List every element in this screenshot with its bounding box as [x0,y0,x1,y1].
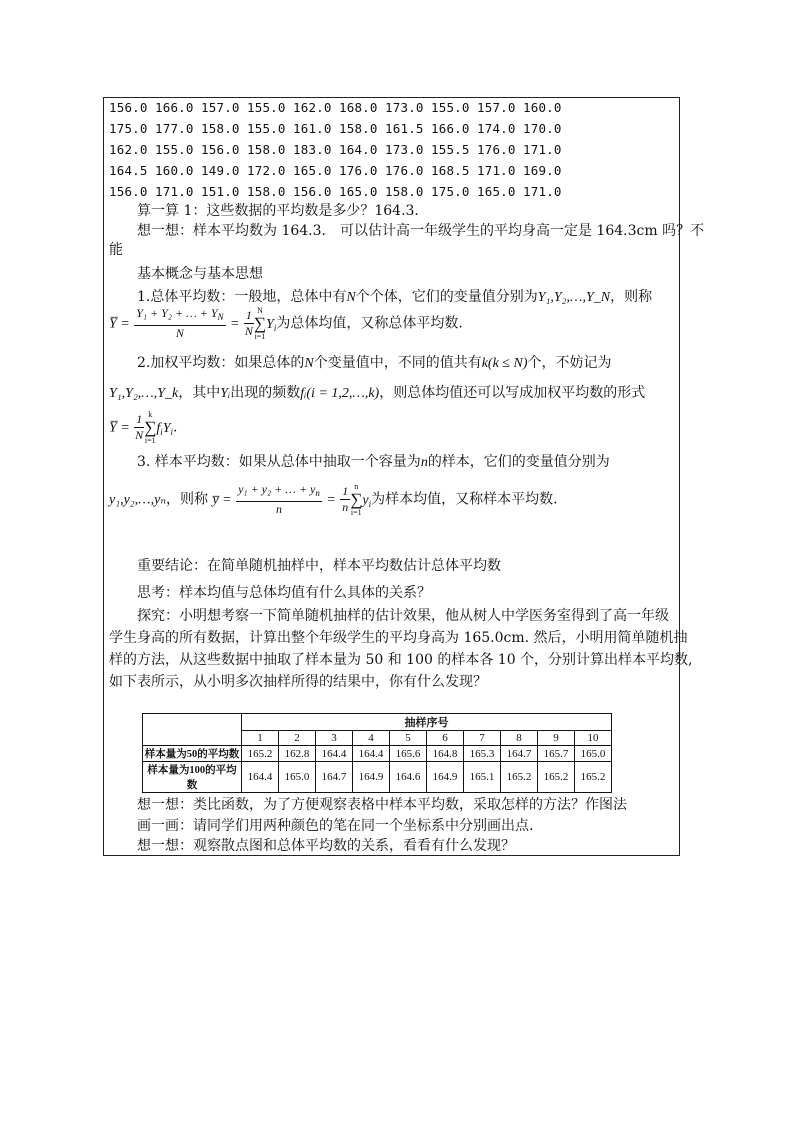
index-cell: 6 [427,731,464,746]
table-corner [143,714,242,746]
table-row [143,762,612,793]
explore-line-2: 学生身高的所有数据，计算出整个年级学生的平均身高为 165.0cm. 然后，小明用简单随机抽 [109,630,688,646]
data-cell: 172.0 [247,163,286,178]
def3-formula: y₁,y₂,…,yₙ，则称 y̅ = $\frac{y_1 + y_2 + \dots + y_n}{n}$ = $\frac{1}{n}$ n ∑ $i=1y_i$为样本均值，又称样本平均数. [109,482,558,517]
explore-line-1: 探究：小明想考察一下简单随机抽样的估计效果，他从树人中学医务室得到了高一年级 [137,608,669,624]
data-cell: 162.0 [109,142,148,157]
row-label: 样本量为50的平均数 [143,746,242,762]
data-cell: 158.0 [385,184,424,199]
index-cell: 9 [538,731,575,746]
data-cell: 169.0 [523,163,562,178]
value-cell: 165.0 [279,762,316,793]
data-cell: 158.0 [201,121,240,136]
data-cell: 173.0 [385,142,424,157]
value-cell: 164.7 [316,762,353,793]
value-cell: 162.8 [279,746,316,762]
data-cell: 176.0 [477,142,516,157]
data-cell: 177.0 [155,121,194,136]
data-cell: 168.5 [431,163,470,178]
explore-line-3: 样的方法，从这些数据中抽取了样本量为 50 和 100 的样本各 10 个，分别计算出样本平均数, [109,652,693,668]
value-cell: 165.3 [464,746,501,762]
data-cell: 155.0 [431,100,470,115]
data-cell: 170.0 [523,121,562,136]
data-cell: 174.0 [477,121,516,136]
value-cell: 164.6 [390,762,427,793]
concepts-heading: 基本概念与基本思想 [137,266,263,282]
data-cell: 168.0 [339,100,378,115]
data-cell: 161.5 [385,121,424,136]
data-cell: 155.0 [247,121,286,136]
data-cell: 156.0 [109,100,148,115]
value-cell: 165.0 [575,746,612,762]
value-cell: 164.9 [353,762,390,793]
table-header: 抽样序号 [242,714,612,731]
data-cell: 164.5 [109,163,148,178]
data-cell: 171.0 [523,184,562,199]
data-cell: 158.0 [247,184,286,199]
value-cell: 164.4 [353,746,390,762]
data-cell: 160.0 [523,100,562,115]
data-cell: 183.0 [293,142,332,157]
data-cell: 171.0 [523,142,562,157]
draw-task: 画一画：请同学们用两种颜色的笔在同一个坐标系中分别画出点. [137,818,534,834]
think-question-2: 想一想：类比函数，为了方便观察表格中样本平均数，采取怎样的方法？作图法 [137,797,627,813]
data-row [109,182,674,202]
data-row [109,98,674,118]
data-cell: 165.0 [477,184,516,199]
key-conclusion: 重要结论：在简单随机抽样中，样本平均数估计总体平均数 [137,558,501,574]
data-cell: 162.0 [293,100,332,115]
value-cell: 165.7 [538,746,575,762]
index-cell: 2 [279,731,316,746]
def1-line: 1.总体平均数：一般地，总体中有N个个体，它们的变量值分别为Y₁,Y₂,…,Y_N，则称 [137,289,653,305]
data-cell: 149.0 [201,163,240,178]
index-cell: 4 [353,731,390,746]
table-row [143,746,612,762]
data-cell: 156.0 [293,184,332,199]
data-cell: 156.0 [109,184,148,199]
value-cell: 164.4 [316,746,353,762]
value-cell: 164.8 [427,746,464,762]
value-cell: 164.4 [242,762,279,793]
index-cell: 5 [390,731,427,746]
index-cell: 1 [242,731,279,746]
data-row [109,119,674,139]
think-question-3: 想一想：观察散点图和总体平均数的关系，看看有什么发现？ [137,838,515,854]
index-cell: 10 [575,731,612,746]
index-cell: 3 [316,731,353,746]
value-cell: 165.2 [501,762,538,793]
data-cell: 165.0 [339,184,378,199]
data-cell: 161.0 [293,121,332,136]
data-cell: 160.0 [155,163,194,178]
data-cell: 155.5 [431,142,470,157]
think-question-1-cont: 能 [109,242,123,258]
index-cell: 8 [501,731,538,746]
value-cell: 165.6 [390,746,427,762]
data-cell: 158.0 [247,142,286,157]
data-cell: 176.0 [339,163,378,178]
data-cell: 158.0 [339,121,378,136]
def2-line: 2.加权平均数：如果总体的N个变量值中，不同的值共有k(k ≤ N)个，不妨记为 [137,355,612,371]
data-row [109,140,674,160]
ponder-question: 思考：样本均值与总体均值有什么具体的关系？ [137,585,431,601]
def2-line-2: Y₁,Y₂,…,Y_k，其中Yᵢ出现的频数fᵢ(i = 1,2,…,k)，则总体均值还可以写成加权平均数的形式 [109,385,646,401]
data-cell: 171.0 [477,163,516,178]
data-cell: 166.0 [155,100,194,115]
value-cell: 164.9 [427,762,464,793]
data-cell: 155.0 [247,100,286,115]
data-row [109,161,674,181]
data-cell: 155.0 [155,142,194,157]
data-cell: 165.0 [293,163,332,178]
def3-line: 3. 样本平均数：如果从总体中抽取一个容量为n的样本，它们的变量值分别为 [137,454,610,470]
think-question-1: 想一想：样本平均数为 164.3． 可以估计高一年级学生的平均身高一定是 164.3cm 吗？不 [137,223,705,239]
row-label: 样本量为100的平均数 [143,762,242,793]
data-cell: 166.0 [431,121,470,136]
data-cell: 173.0 [385,100,424,115]
value-cell: 165.2 [538,762,575,793]
data-cell: 151.0 [201,184,240,199]
value-cell: 165.2 [575,762,612,793]
data-cell: 157.0 [477,100,516,115]
index-cell: 7 [464,731,501,746]
value-cell: 165.1 [464,762,501,793]
explore-line-4: 如下表所示，从小明多次抽样所得的结果中，你有什么发现？ [109,674,487,690]
sample-mean-table [142,713,612,793]
data-cell: 164.0 [339,142,378,157]
data-cell: 176.0 [385,163,424,178]
data-cell: 175.0 [431,184,470,199]
calc-question: 算一算 1：这些数据的平均数是多少？164.3. [137,203,419,219]
data-cell: 175.0 [109,121,148,136]
def2-formula: Y̅ = $\frac{1}{N}$ k ∑ $i=1f_iY_i$. [109,410,178,445]
data-cell: 157.0 [201,100,240,115]
value-cell: 165.2 [242,746,279,762]
value-cell: 164.7 [501,746,538,762]
def1-formula: Y̅ = $\frac{Y_1 + Y_2 + \dots + Y_N}{N}$ = $\frac{1}{N}$ N ∑ $i=1Y_i$为总体均值，又称总体平均数. [109,306,463,341]
data-cell: 156.0 [201,142,240,157]
data-cell: 171.0 [155,184,194,199]
